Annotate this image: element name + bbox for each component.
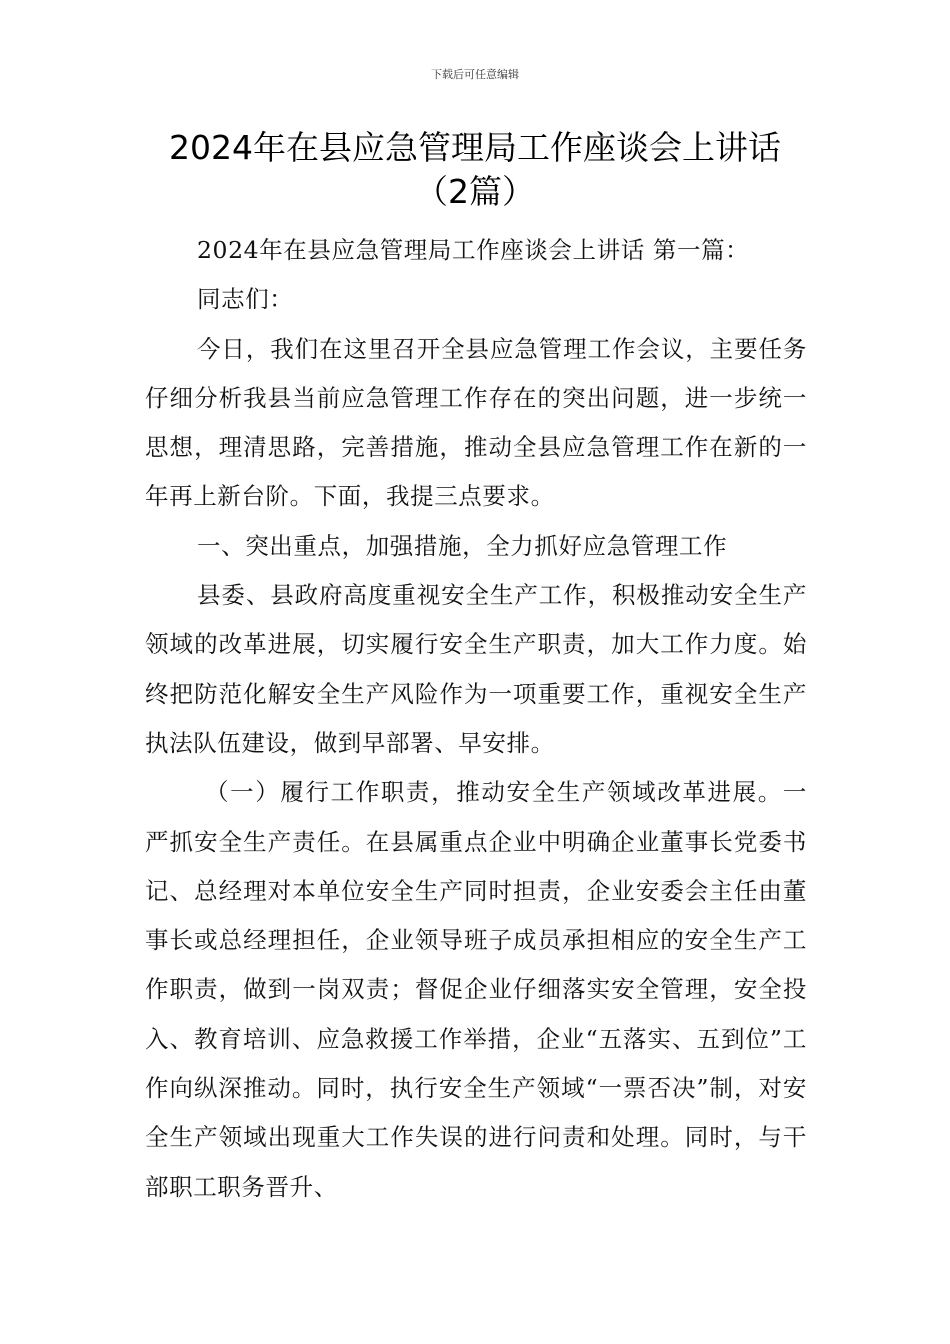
salutation-paragraph: 同志们： <box>197 285 294 314</box>
subtitle-paragraph: 2024年在县应急管理局工作座谈会上讲话 第一篇： <box>197 236 750 264</box>
document-body <box>145 226 807 1212</box>
title-line-1: 2024年在县应急管理局工作座谈会上讲话 <box>169 128 781 167</box>
body-paragraph: 今日，我们在这里召开全县应急管理工作会议，主要任务仔细分析我县当前应急管理工作存在的突出问题，进一步统一思想，理清思路，完善措施，推动全县应急管理工作在新的一年再上新台阶。下面，我提三点要求。 <box>145 334 807 511</box>
body-paragraph: （一）履行工作职责，推动安全生产领域改革进展。一严抓安全生产责任。在县属重点企业中明确企业董事长党委书记、总经理对本单位安全生产同时担责，企业安委会主任由董事长或总经理担任，企业领导班子成员承担相应的安全生产工作职责，做到一岗双责；督促企业仔细落实安全管理，安全投入、教育培训、应急救援工作举措，企业“五落实、五到位”工作向纵深推动。同时，执行安全生产领域“一票否决”制，对安全生产领域出现重大工作失误的进行问责和处理。同时，与干部职工职务晋升、 <box>145 778 807 1201</box>
title-line-2: （2篇） <box>415 172 535 211</box>
body-paragraph: 县委、县政府高度重视安全生产工作，积极推动安全生产领域的改革进展，切实履行安全生产职责，加大工作力度。始终把防范化解安全生产风险作为一项重要工作，重视安全生产执法队伍建设，做到早部署、早安排。 <box>145 581 807 757</box>
document-title <box>120 126 830 214</box>
section-heading: 一、突出重点，加强措施，全力抓好应急管理工作 <box>197 531 728 560</box>
header-note: 下载后可任意编辑 <box>431 68 519 81</box>
